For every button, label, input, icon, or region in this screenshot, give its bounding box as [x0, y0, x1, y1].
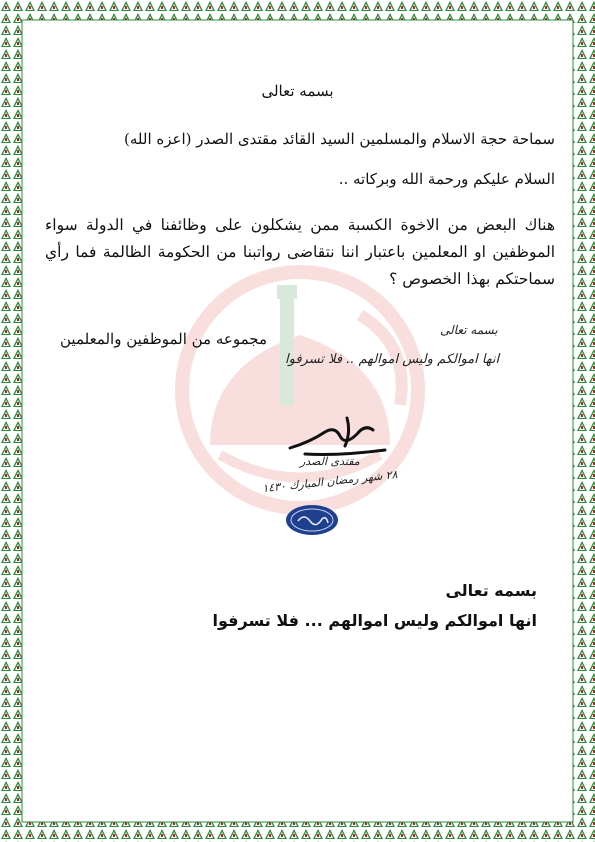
typed-reply: انها اموالكم وليس اموالهم ... فلا تسرفوا: [212, 611, 537, 630]
office-seal: [284, 503, 340, 537]
addressee: سماحة حجة الاسلام والمسلمين السيد القائد مقتدى الصدر (اعزه الله): [124, 130, 555, 148]
signature: [285, 412, 395, 460]
signature-name: مقتدى الصدر: [300, 455, 360, 468]
signature-date: ٢٨ شهر رمضان المبارك ١٤٣٠: [261, 467, 399, 496]
greeting: السلام عليكم ورحمة الله وبركاته ..: [338, 170, 555, 188]
typed-basmala: بسمه تعالى: [445, 581, 537, 600]
mosque-watermark: [150, 255, 450, 515]
sender: مجموعه من الموظفين والمعلمين: [60, 330, 267, 348]
letter-basmala: بسمه تعالى: [261, 82, 334, 100]
question-body: هناك البعض من الاخوة الكسبة ممن يشكلون على وظائفنا في الدولة سواء الموظفين او المعلمين باعتبار اننا نتقاضى رواتبنا من الحكومة الظالمة فما رأي سماحتكم بهذا الخصوص ؟: [45, 216, 555, 288]
handwritten-basmala: بسمه تعالى: [440, 323, 498, 337]
handwritten-reply: انها اموالكم وليس اموالهم .. فلا تسرفوا: [285, 352, 500, 367]
